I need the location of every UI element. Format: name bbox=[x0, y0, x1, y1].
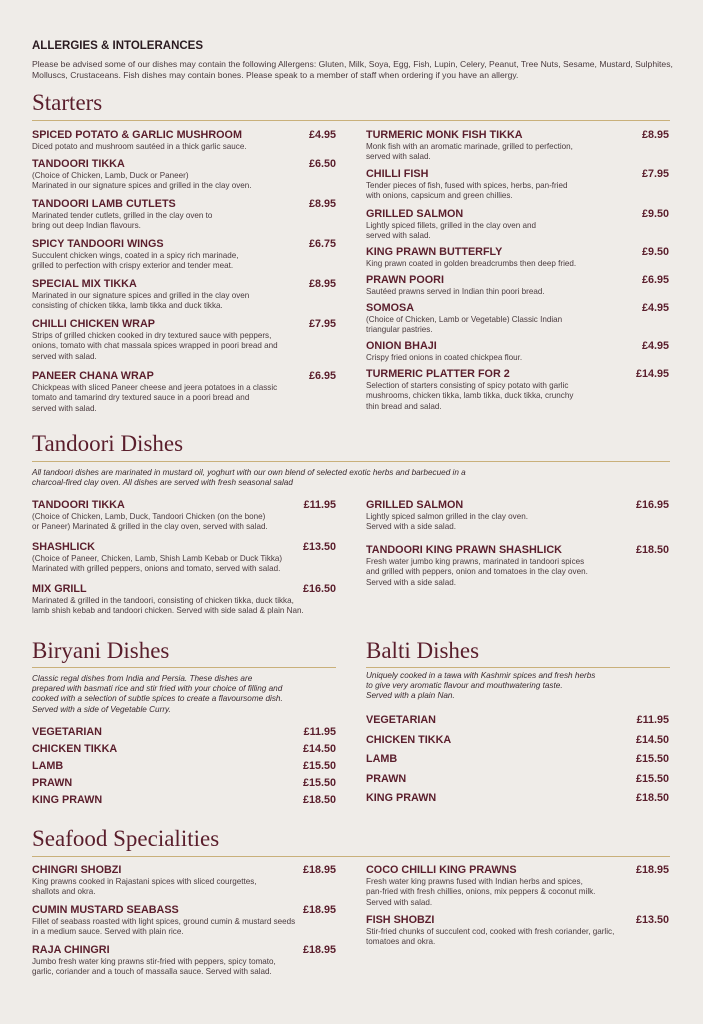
menu-item-description: Succulent chicken wings, coated in a spicy rich marinade, grilled to perfection with crispy exterior and tender meat. bbox=[32, 251, 239, 271]
menu-item-name: SHASHLICK bbox=[32, 541, 95, 553]
menu-item-description: Chickpeas with sliced Paneer cheese and jeera potatoes in a classic tomato and tamarind dry textured sauce in a poori bread and served with salad. bbox=[32, 383, 278, 413]
balti-intro: Uniquely cooked in a tawa with Kashmir spices and fresh herbs to give very aromatic flavour and mouthwatering taste. Served with a plain Nan. bbox=[366, 671, 596, 701]
menu-item-description: Tender pieces of fish, fused with spices, herbs, pan-fried with onions, capsicum and green chillies. bbox=[366, 181, 568, 201]
allergies-text: Please be advised some of our dishes may contain the following Allergens: Gluten, Milk, Soya, Egg, Fish, Lupin, Celery, Peanut, Tree Nuts, Sesame, Mustard, Sulphites, Molluscs, Crustaceans. Fish dishes may contain bones. Please speak to a member of staff when ordering if you have an allergy. bbox=[32, 59, 673, 80]
menu-item-price: £18.50 bbox=[635, 792, 669, 804]
menu-item-name: TANDOORI KING PRAWN SHASHLICK bbox=[366, 544, 562, 556]
menu-item-price: £4.95 bbox=[308, 129, 336, 141]
menu-item bbox=[366, 714, 669, 727]
menu-item bbox=[366, 773, 669, 786]
menu-item bbox=[32, 318, 332, 362]
menu-item bbox=[32, 777, 336, 790]
menu-item-name: TANDOORI LAMB CUTLETS bbox=[32, 198, 176, 210]
menu-item-name: PRAWN bbox=[32, 777, 73, 789]
menu-item bbox=[32, 129, 332, 152]
menu-item-name: COCO CHILLI KING PRAWNS bbox=[366, 864, 517, 876]
menu-item-name: TURMERIC PLATTER FOR 2 bbox=[366, 368, 510, 380]
menu-item-description: Fresh water king prawns fused with Indian herbs and spices, pan-fried with fresh chillies, onions, mix peppers & coconut milk. Served with salad. bbox=[366, 877, 596, 907]
menu-item-price: £6.95 bbox=[308, 370, 336, 382]
menu-item-price: £8.95 bbox=[641, 129, 669, 141]
menu-item-price: £15.50 bbox=[302, 760, 336, 772]
menu-item-description: Diced potato and mushroom sautéed in a thick garlic sauce. bbox=[32, 142, 247, 151]
menu-item-price: £18.95 bbox=[302, 904, 336, 916]
menu-item bbox=[366, 208, 666, 242]
menu-item bbox=[366, 368, 666, 412]
menu-item bbox=[366, 499, 666, 533]
menu-item bbox=[366, 274, 666, 297]
menu-item-price: £9.50 bbox=[641, 208, 669, 220]
seafood-title: Seafood Specialities bbox=[32, 826, 220, 851]
menu-item-price: £18.50 bbox=[302, 794, 336, 806]
menu-item-name: PANEER CHANA WRAP bbox=[32, 370, 154, 382]
menu-item-price: £7.95 bbox=[308, 318, 336, 330]
menu-item-name: CHICKEN TIKKA bbox=[32, 743, 118, 755]
menu-item-price: £13.50 bbox=[302, 541, 336, 553]
menu-item-name: CUMIN MUSTARD SEABASS bbox=[32, 904, 179, 916]
menu-item-price: £9.50 bbox=[641, 246, 669, 258]
tandoori-title: Tandoori Dishes bbox=[32, 431, 184, 456]
menu-item-price: £4.95 bbox=[641, 340, 669, 352]
menu-item bbox=[32, 944, 332, 978]
menu-item bbox=[32, 198, 332, 232]
menu-item-description: Lightly spiced fillets, grilled in the clay oven and served with salad. bbox=[366, 221, 537, 241]
menu-item-description: (Choice of Chicken, Lamb or Vegetable) Classic Indian triangular pastries. bbox=[366, 315, 563, 335]
menu-item-description: Strips of grilled chicken cooked in dry textured sauce with peppers, onions, tomato with chat massala spices wrapped in poori bread and served with salad. bbox=[32, 331, 278, 361]
menu-item-price: £14.95 bbox=[635, 368, 669, 380]
menu-item bbox=[366, 914, 666, 948]
menu-item-name: SPECIAL MIX TIKKA bbox=[32, 278, 137, 290]
menu-item bbox=[32, 238, 332, 272]
menu-item-name: VEGETARIAN bbox=[32, 726, 102, 738]
menu-item bbox=[32, 743, 336, 756]
menu-item-name: SOMOSA bbox=[366, 302, 414, 314]
menu-item-price: £16.50 bbox=[302, 583, 336, 595]
menu-item-description: Lightly spiced salmon grilled in the clay oven. Served with a side salad. bbox=[366, 512, 528, 532]
menu-item-description: Selection of starters consisting of spicy potato with garlic mushrooms, chicken tikka, lamb tikka, duck tikka, crunchy thin bread and salad. bbox=[366, 381, 574, 411]
menu-item-name: CHILLI FISH bbox=[366, 168, 429, 180]
menu-item-description: Fresh water jumbo king prawns, marinated in tandoori spices and grilled with peppers, onion and tomatoes in the clay oven. Served with a side salad. bbox=[366, 557, 588, 587]
menu-item-price: £18.50 bbox=[635, 544, 669, 556]
menu-item-description: Marinated tender cutlets, grilled in the clay oven to bring out deep Indian flavours. bbox=[32, 211, 213, 231]
balti-title: Balti Dishes bbox=[366, 638, 480, 663]
menu-item bbox=[366, 340, 666, 363]
menu-item-price: £18.95 bbox=[302, 944, 336, 956]
menu-item-description: King prawns cooked in Rajastani spices with sliced courgettes, shallots and okra. bbox=[32, 877, 257, 897]
menu-item-name: PRAWN bbox=[366, 772, 407, 785]
menu-item-name: LAMB bbox=[366, 753, 398, 765]
menu-item-name: SPICY TANDOORI WINGS bbox=[32, 238, 164, 250]
menu-item bbox=[32, 583, 332, 617]
menu-item bbox=[32, 864, 332, 898]
menu-item bbox=[32, 794, 336, 807]
biryani-intro: Classic regal dishes from India and Persia. These dishes are prepared with basmati rice and stir fried with your choice of filling and cooked with a selection of subtle spices to create a flavoursome dish. Served with a side of Vegetable Curry. bbox=[32, 674, 283, 714]
menu-item-description: Marinated in our signature spices and grilled in the clay oven consisting of chicken tikka, lamb tikka and duck tikka. bbox=[32, 291, 250, 311]
menu-item-price: £16.95 bbox=[635, 499, 669, 511]
menu-item bbox=[366, 544, 666, 588]
menu-item bbox=[366, 168, 666, 202]
menu-item-name: FISH SHOBZI bbox=[366, 914, 435, 926]
menu-item-description: Marinated & grilled in the tandoori, consisting of chicken tikka, duck tikka, lamb shish kebab and tandoori chicken. Served with side salad & plain Nan. bbox=[32, 596, 304, 616]
menu-item-description: (Choice of Paneer, Chicken, Lamb, Shish Lamb Kebab or Duck Tikka) Marinated with grilled peppers, onions and tomato, served with salad. bbox=[32, 554, 283, 574]
menu-item-price: £15.50 bbox=[635, 772, 669, 785]
menu-item-name: KING PRAWN bbox=[32, 794, 103, 806]
menu-item-description: (Choice of Chicken, Lamb, Duck, Tandoori Chicken (on the bone) or Paneer) Marinated & grilled in the clay oven, served with salad. bbox=[32, 512, 268, 532]
menu-item-name: GRILLED SALMON bbox=[366, 499, 464, 511]
biryani-divider bbox=[32, 667, 336, 668]
menu-item-price: £4.95 bbox=[641, 302, 669, 314]
menu-item-price: £7.95 bbox=[641, 168, 669, 180]
menu-item-description: Monk fish with an aromatic marinade, grilled to perfection, served with salad. bbox=[366, 142, 573, 162]
menu-item bbox=[32, 541, 332, 575]
balti-divider bbox=[366, 667, 670, 668]
menu-item-price: £6.95 bbox=[641, 274, 669, 286]
menu-item-price: £8.95 bbox=[308, 278, 336, 290]
menu-item-name: TANDOORI TIKKA bbox=[32, 158, 125, 170]
menu-item-price: £11.95 bbox=[636, 714, 669, 726]
menu-item-price: £15.50 bbox=[635, 753, 669, 765]
menu-item bbox=[32, 726, 336, 739]
menu-item-price: £18.95 bbox=[635, 864, 669, 876]
menu-item bbox=[32, 370, 332, 414]
menu-item-name: CHINGRI SHOBZI bbox=[32, 864, 122, 876]
menu-item-description: Jumbo fresh water king prawns stir-fried with peppers, spicy tomato, garlic, coriander and a touch of massalla sauce. Served with salad. bbox=[32, 957, 276, 977]
menu-item bbox=[32, 760, 336, 773]
seafood-divider bbox=[32, 856, 670, 857]
tandoori-intro: All tandoori dishes are marinated in mustard oil, yoghurt with our own blend of selected exotic herbs and barbecued in a charcoal-fired clay oven. All dishes are served with fresh seasonal salad bbox=[32, 468, 466, 488]
menu-item bbox=[366, 864, 666, 908]
menu-item-price: £8.95 bbox=[308, 198, 336, 210]
menu-item-price: £13.50 bbox=[635, 914, 669, 926]
allergies-title: ALLERGIES & INTOLERANCES bbox=[32, 40, 204, 52]
menu-item-name: RAJA CHINGRI bbox=[32, 944, 110, 956]
menu-item-description: King prawn coated in golden breadcrumbs then deep fried. bbox=[366, 259, 577, 268]
menu-item-price: £6.75 bbox=[308, 238, 336, 250]
menu-item-name: ONION BHAJI bbox=[366, 340, 437, 352]
menu-item-description: Stir-fried chunks of succulent cod, cooked with fresh coriander, garlic, tomatoes and okra. bbox=[366, 927, 615, 947]
menu-item bbox=[366, 753, 669, 766]
menu-item-description: (Choice of Chicken, Lamb, Duck or Paneer) Marinated in our signature spices and grilled in the clay oven. bbox=[32, 171, 252, 191]
menu-item-price: £18.95 bbox=[302, 864, 336, 876]
menu-item-name: KING PRAWN BUTTERFLY bbox=[366, 246, 503, 258]
biryani-title: Biryani Dishes bbox=[32, 638, 170, 663]
menu-item-name: KING PRAWN bbox=[366, 792, 437, 804]
menu-item-price: £11.95 bbox=[303, 726, 336, 738]
menu-item-name: SPICED POTATO & GARLIC MUSHROOM bbox=[32, 129, 242, 141]
menu-item-name: VEGETARIAN bbox=[366, 714, 436, 726]
menu-item-name: GRILLED SALMON bbox=[366, 208, 464, 220]
menu-item-name: CHILLI CHICKEN WRAP bbox=[32, 318, 155, 330]
menu-item bbox=[366, 246, 666, 269]
menu-item bbox=[366, 792, 669, 805]
menu-item-name: TURMERIC MONK FISH TIKKA bbox=[366, 129, 523, 141]
menu-item-name: LAMB bbox=[32, 760, 64, 772]
menu-item bbox=[366, 129, 666, 163]
menu-item-name: PRAWN POORI bbox=[366, 274, 444, 286]
menu-item-description: Crispy fried onions in coated chickpea flour. bbox=[366, 353, 523, 362]
menu-item-description: Fillet of seabass roasted with light spices, ground cumin & mustard seeds in a medium sauce. Served with plain rice. bbox=[32, 917, 296, 937]
starters-title: Starters bbox=[32, 90, 103, 115]
menu-item-name: TANDOORI TIKKA bbox=[32, 499, 125, 511]
menu-item-name: CHICKEN TIKKA bbox=[366, 733, 452, 746]
menu-item bbox=[32, 904, 332, 938]
menu-item bbox=[366, 302, 666, 336]
menu-item-price: £14.50 bbox=[635, 733, 669, 746]
menu-item bbox=[32, 499, 332, 533]
menu-item-price: £6.50 bbox=[308, 158, 336, 170]
menu-item-description: Sautéed prawns served in Indian thin poori bread. bbox=[366, 287, 545, 296]
menu-item-price: £11.95 bbox=[303, 499, 336, 511]
menu-item bbox=[32, 158, 332, 192]
starters-divider bbox=[32, 120, 670, 121]
menu-item-name: MIX GRILL bbox=[32, 583, 87, 595]
menu-item-price: £15.50 bbox=[302, 777, 336, 789]
tandoori-divider bbox=[32, 461, 670, 462]
menu-item-price: £14.50 bbox=[302, 743, 336, 755]
menu-item bbox=[32, 278, 332, 312]
menu-item bbox=[366, 734, 669, 747]
